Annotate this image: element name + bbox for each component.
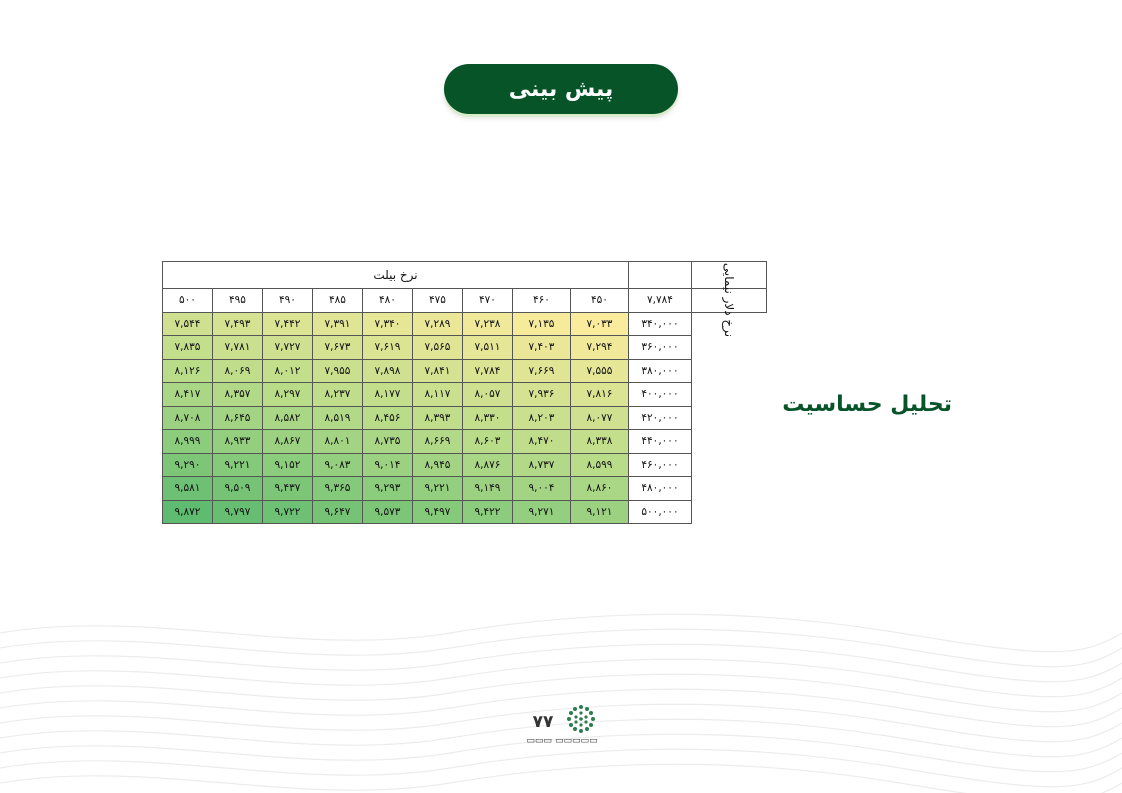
table-cell: ۸,۷۳۷ (513, 453, 571, 477)
table-cell: ۷,۳۴۰ (363, 312, 413, 336)
table-row (163, 406, 767, 430)
table-cell: ۸,۵۹۹ (571, 453, 629, 477)
column-header: ۴۸۵ (313, 289, 363, 313)
table-cell: ۷,۸۱۶ (571, 383, 629, 407)
table-cell: ۹,۲۹۰ (163, 453, 213, 477)
table-cell: ۷,۰۳۳ (571, 312, 629, 336)
table-cell: ۷,۶۶۹ (513, 359, 571, 383)
column-header: ۴۶۰ (513, 289, 571, 313)
table-cell: ۷,۷۸۴ (463, 359, 513, 383)
table-cell: ۸,۲۹۷ (263, 383, 313, 407)
table-cell: ۸,۸۷۶ (463, 453, 513, 477)
table-cell: ۹,۰۱۴ (363, 453, 413, 477)
table-cell: ۷,۸۳۵ (163, 336, 213, 360)
table-cell: ۸,۳۳۸ (571, 430, 629, 454)
table-cell: ۸,۷۰۸ (163, 406, 213, 430)
table-cell: ۸,۱۷۷ (363, 383, 413, 407)
table-row (163, 336, 767, 360)
table-row (163, 477, 767, 501)
table-cell: ۹,۳۶۵ (313, 477, 363, 501)
table-cell: ۸,۶۰۳ (463, 430, 513, 454)
table-cell: ۸,۶۶۹ (413, 430, 463, 454)
table-cell: ۷,۶۱۹ (363, 336, 413, 360)
table-cell: ۹,۰۸۳ (313, 453, 363, 477)
row-header: ۴۲۰,۰۰۰ (629, 406, 692, 430)
column-header: ۴۷۰ (463, 289, 513, 313)
table-cell: ۹,۶۴۷ (313, 500, 363, 524)
table-cell: ۸,۵۱۹ (313, 406, 363, 430)
corner-empty-cell (629, 262, 692, 289)
row-header: ۳۴۰,۰۰۰ (629, 312, 692, 336)
logo-number: ۷۷ (532, 712, 554, 732)
table-cell: ۹,۵۰۹ (213, 477, 263, 501)
table-cell: ۷,۷۲۷ (263, 336, 313, 360)
table-cell: ۷,۶۷۳ (313, 336, 363, 360)
table-cell: ۷,۵۴۴ (163, 312, 213, 336)
table-cell: ۸,۴۵۶ (363, 406, 413, 430)
table-row (163, 453, 767, 477)
row-axis-label: نرخ دلار نیمایی (722, 263, 737, 338)
row-axis-label-cell (692, 263, 767, 338)
table-header-row (163, 262, 767, 289)
table-cell: ۸,۵۸۲ (263, 406, 313, 430)
table-cell: ۸,۰۵۷ (463, 383, 513, 407)
row-header: ۵۰۰,۰۰۰ (629, 500, 692, 524)
table-cell: ۷,۸۴۱ (413, 359, 463, 383)
table-cell: ۸,۴۷۰ (513, 430, 571, 454)
table-cell: ۷,۵۶۵ (413, 336, 463, 360)
table-cell: ۸,۸۶۷ (263, 430, 313, 454)
row-header: ۴۰۰,۰۰۰ (629, 383, 692, 407)
background-wave-pattern (0, 603, 1122, 793)
table-cell: ۹,۷۹۷ (213, 500, 263, 524)
column-header: ۴۹۰ (263, 289, 313, 313)
table-cell: ۸,۱۲۶ (163, 359, 213, 383)
row-header: ۴۶۰,۰۰۰ (629, 453, 692, 477)
table-cell: ۸,۴۱۷ (163, 383, 213, 407)
table-cell: ۷,۹۵۵ (313, 359, 363, 383)
table-cell: ۹,۱۴۹ (463, 477, 513, 501)
table-cell: ۸,۶۴۵ (213, 406, 263, 430)
column-header-row (163, 289, 767, 313)
table-cell: ۷,۵۵۵ (571, 359, 629, 383)
table-cell: ۹,۷۲۲ (263, 500, 313, 524)
table-cell: ۸,۲۰۳ (513, 406, 571, 430)
page-title: پیش بینی (444, 64, 678, 114)
table-cell: ۹,۴۳۷ (263, 477, 313, 501)
table-cell: ۹,۸۷۲ (163, 500, 213, 524)
table-cell: ۸,۸۶۰ (571, 477, 629, 501)
table-cell: ۹,۵۸۱ (163, 477, 213, 501)
column-header: ۴۸۰ (363, 289, 413, 313)
table-cell: ۹,۰۰۴ (513, 477, 571, 501)
table-cell: ۸,۰۱۲ (263, 359, 313, 383)
table-cell: ۹,۲۲۱ (213, 453, 263, 477)
table-cell: ۹,۱۲۱ (571, 500, 629, 524)
logo-wordmark-icon: ▭▭▭ ▭▭▭▭▭ (526, 736, 598, 746)
table-cell: ۸,۷۳۵ (363, 430, 413, 454)
table-cell: ۹,۵۷۳ (363, 500, 413, 524)
table-cell: ۸,۳۹۳ (413, 406, 463, 430)
table-cell: ۷,۲۸۹ (413, 312, 463, 336)
section-title: تحلیل حساسیت (782, 392, 952, 417)
row-header: ۴۸۰,۰۰۰ (629, 477, 692, 501)
table-cell: ۷,۱۳۵ (513, 312, 571, 336)
column-header: ۴۵۰ (571, 289, 629, 313)
column-header: ۴۷۵ (413, 289, 463, 313)
column-header: ۴۹۵ (213, 289, 263, 313)
table-cell: ۷,۷۸۱ (213, 336, 263, 360)
row-header: ۳۶۰,۰۰۰ (629, 336, 692, 360)
table-cell: ۸,۲۳۷ (313, 383, 363, 407)
table-cell: ۷,۸۹۸ (363, 359, 413, 383)
column-header: ۵۰۰ (163, 289, 213, 313)
table-cell: ۹,۴۹۷ (413, 500, 463, 524)
table-row (163, 430, 767, 454)
table-cell: ۷,۴۰۳ (513, 336, 571, 360)
table-cell: ۹,۱۵۲ (263, 453, 313, 477)
table-row (163, 500, 767, 524)
table-row (163, 312, 767, 336)
table-cell: ۸,۰۶۹ (213, 359, 263, 383)
table-cell: ۸,۸۰۱ (313, 430, 363, 454)
table-cell: ۹,۲۹۳ (363, 477, 413, 501)
company-logo (520, 704, 604, 754)
table-cell: ۸,۹۹۹ (163, 430, 213, 454)
logo-dots-icon (566, 704, 596, 734)
table-row (163, 383, 767, 407)
table-cell: ۷,۴۴۲ (263, 312, 313, 336)
corner-value: ۷,۷۸۴ (629, 289, 692, 313)
table-cell: ۸,۹۴۵ (413, 453, 463, 477)
table-cell: ۷,۳۹۱ (313, 312, 363, 336)
table-cell: ۹,۲۷۱ (513, 500, 571, 524)
table-cell: ۸,۳۵۷ (213, 383, 263, 407)
sensitivity-table (162, 261, 767, 524)
table-cell: ۹,۴۲۲ (463, 500, 513, 524)
column-axis-label: نرخ بیلت (163, 262, 629, 289)
table-cell: ۷,۴۹۳ (213, 312, 263, 336)
table-row (163, 359, 767, 383)
table-cell: ۸,۰۷۷ (571, 406, 629, 430)
table-cell: ۷,۲۳۸ (463, 312, 513, 336)
row-header: ۳۸۰,۰۰۰ (629, 359, 692, 383)
table-cell: ۸,۳۳۰ (463, 406, 513, 430)
row-header: ۴۴۰,۰۰۰ (629, 430, 692, 454)
table-cell: ۸,۹۳۳ (213, 430, 263, 454)
table-cell: ۷,۹۳۶ (513, 383, 571, 407)
table-cell: ۹,۲۲۱ (413, 477, 463, 501)
table-cell: ۷,۲۹۴ (571, 336, 629, 360)
table-cell: ۸,۱۱۷ (413, 383, 463, 407)
table-cell: ۷,۵۱۱ (463, 336, 513, 360)
